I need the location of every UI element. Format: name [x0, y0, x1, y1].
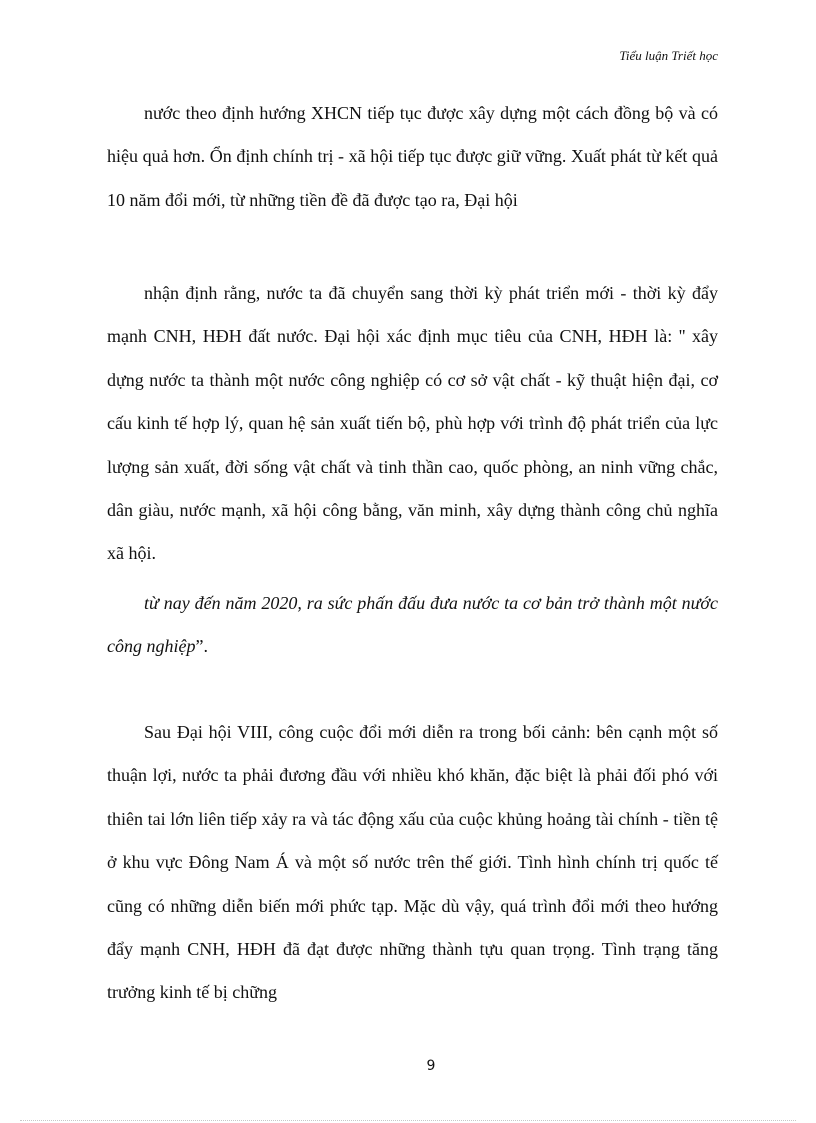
paragraph-3 [107, 582, 718, 669]
paragraph-3-closing-quote: ”. [195, 636, 208, 657]
page-number: 9 [426, 1058, 436, 1074]
paragraph-3-italic-quote: từ nay đến năm 2020, ra sức phấn đấu đưa nước ta cơ bản trở thành một nước công nghiệp [107, 593, 718, 657]
paragraph-1: nước theo định hướng XHCN tiếp tục được xây dựng một cách đồng bộ và có hiệu quả hơn. Ổn định chính trị - xã hội tiếp tục được giữ vững. Xuất phát từ kết quả 10 năm đổi mới, từ những tiền đề đã được tạo ra, Đại hội [107, 103, 718, 210]
footer-divider [20, 1120, 796, 1121]
running-header: Tiểu luận Triết học [619, 48, 718, 63]
paragraph-2: nhận định rằng, nước ta đã chuyển sang thời kỳ phát triển mới - thời kỳ đẩy mạnh CNH, HĐH đất nước. Đại hội xác định mục tiêu của CNH, HĐH là: '' xây dựng nước ta thành một nước công nghiệp có cơ sở vật chất - kỹ thuật hiện đại, cơ cấu kinh tế hợp lý, quan hệ sản xuất tiến bộ, phù hợp với trình độ phát triển của lực lượng sản xuất, đời sống vật chất và tinh thần cao, quốc phòng, an ninh vững chắc, dân giàu, nước mạnh, xã hội công bằng, văn minh, xây dựng thành công chủ nghĩa xã hội. [107, 283, 718, 564]
paragraph-4: Sau Đại hội VIII, công cuộc đổi mới diễn ra trong bối cảnh: bên cạnh một số thuận lợi, nước ta phải đương đầu với nhiều khó khăn, đặc biệt là phải đối phó với thiên tai lớn liên tiếp xảy ra và tác động xấu của cuộc khủng hoảng tài chính - tiền tệ ở khu vực Đông Nam Á và một số nước trên thế giới. Tình hình chính trị quốc tế cũng có những diễn biến mới phức tạp. Mặc dù vậy, quá trình đổi mới theo hướng đẩy mạnh CNH, HĐH đã đạt được những thành tựu quan trọng. Tình trạng tăng trưởng kinh tế bị chững [107, 722, 718, 1003]
